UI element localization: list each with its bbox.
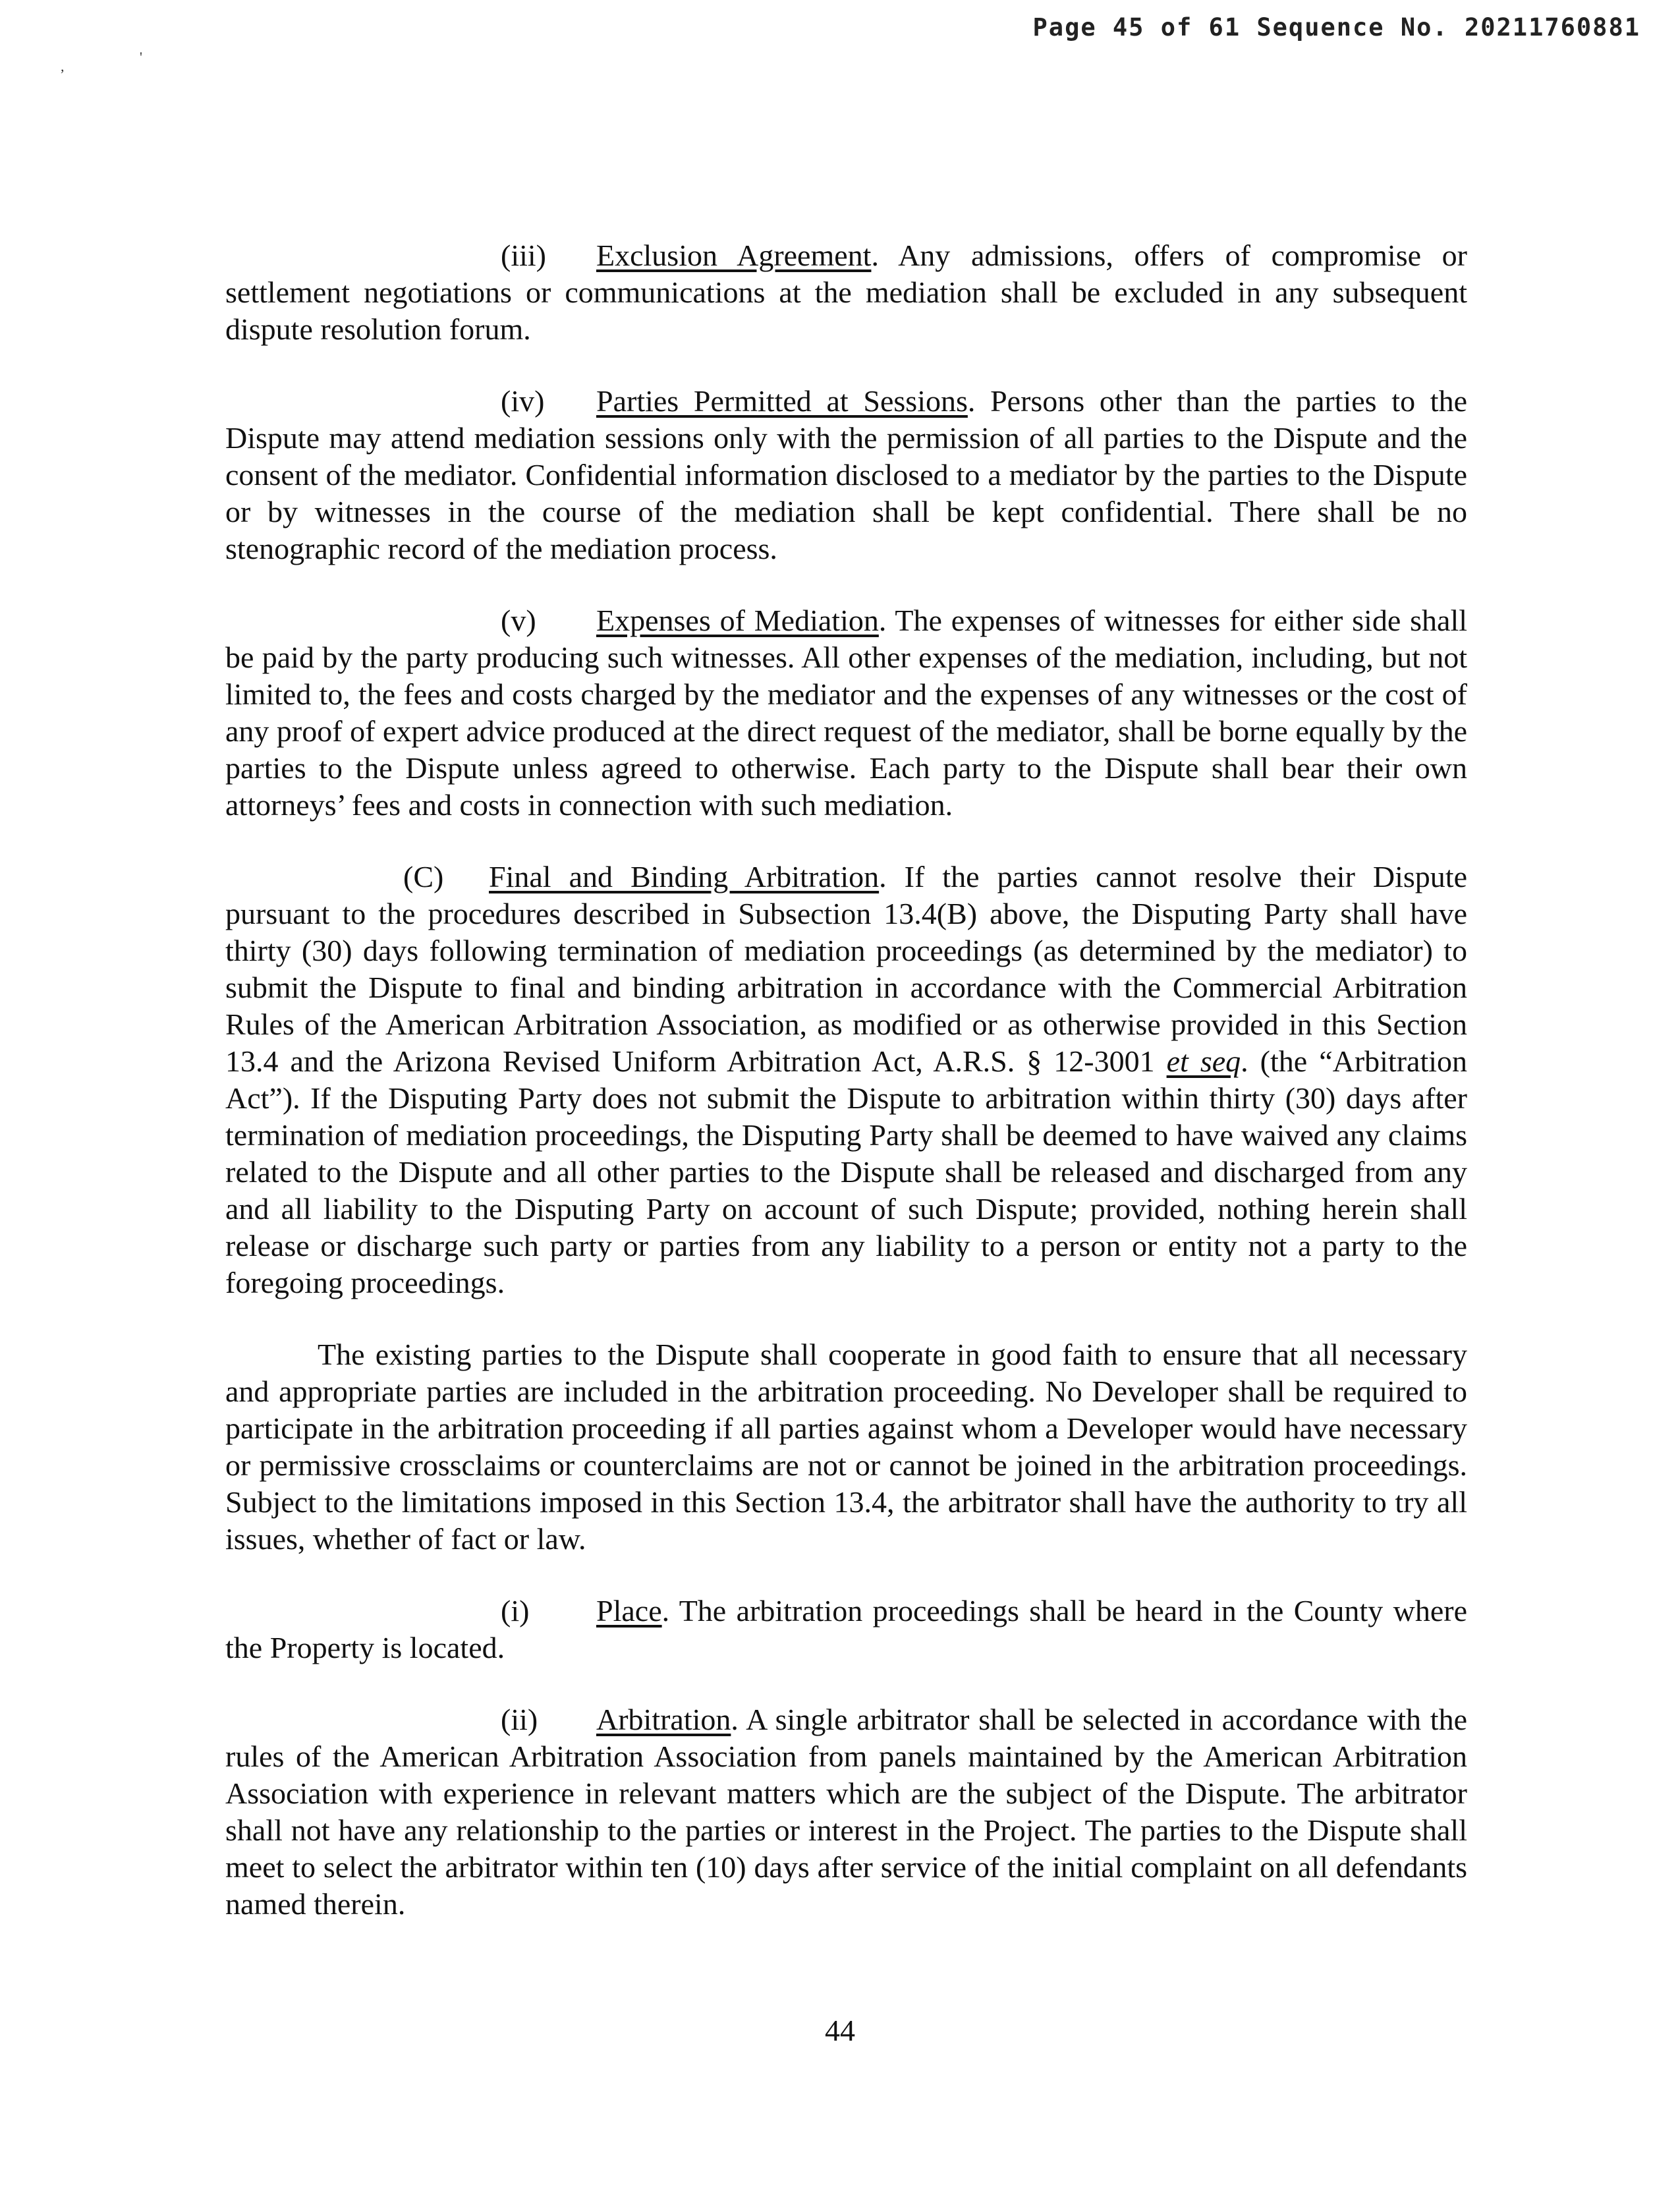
subsection-exclusion-agreement (225, 237, 1467, 348)
subsection-title: Arbitration (596, 1703, 731, 1736)
subsection-text: . The arbitration proceedings shall be heard in the County where the Property is located. (225, 1594, 1467, 1664)
body-paragraph-cooperation: The existing parties to the Dispute shall cooperate in good faith to ensure that all necessary and appropriate parties are included in the arbitration proceeding. No Developer shall be required to participate in the arbitration proceeding if all parties against whom a Developer would have necessary or permissive crossclaims or counterclaims are not or cannot be joined in the arbitration proceedings. Subject to the limitations imposed in this Section 13.4, the arbitrator shall have the authority to try all issues, whether of fact or law. (225, 1338, 1467, 1556)
subsection-parties-permitted (225, 383, 1467, 567)
subsection-text: . The expenses of witnesses for either side shall be paid by the party producing such witnesses. All other expenses of the mediation, including, but not limited to, the fees and costs charged by the mediator and the expenses of any witnesses or the cost of any proof of expert advice produced at the direct request of the mediator, shall be borne equally by the parties to the Dispute unless agreed to otherwise. Each party to the Dispute shall bear their own attorneys’ fees and costs in connection with such mediation. (225, 604, 1468, 822)
subsection-text: . A single arbitrator shall be selected in accordance with the rules of the American Arbitration Association from panels maintained by the American Arbitration Association with experience in relevant matters which are the subject of the Dispute. The arbitrator shall not have any relationship to the parties or interest in the Project. The parties to the Dispute shall meet to select the arbitrator within ten (10) days after service of the initial complaint on all defendants named therein. (225, 1703, 1467, 1921)
subsection-arbitration (225, 1701, 1467, 1923)
subsection-title: Expenses of Mediation (596, 604, 879, 637)
subsection-place (225, 1593, 1467, 1666)
subsection-expenses-of-mediation (225, 602, 1467, 824)
subsection-number: (iv) (501, 384, 545, 418)
subsection-text: . Any admissions, offers of compromise or settlement negotiations or communications at the mediation shall be excluded in any subsequent dispute resolution forum. (225, 239, 1467, 346)
document-body (225, 237, 1467, 1958)
subsection-text: . Persons other than the parties to the Dispute may attend mediation sessions only with the permission of all parties to the Dispute and the consent of the mediator. Confidential information disclosed to a mediator by the parties to the Dispute or by witnesses in the course of the mediation shall be kept confidential. There shall be no stenographic record of the mediation process. (225, 384, 1467, 565)
subsection-title: Exclusion Agreement (596, 239, 872, 272)
subsection-title: Place (596, 1594, 662, 1628)
subsection-title: Parties Permitted at Sessions (596, 384, 968, 418)
subsection-number: (v) (501, 604, 536, 637)
section-text-continued: . (the “Arbitration Act”). If the Disputing Party does not submit the Dispute to arbitration within thirty (30) days after termination of mediation proceedings, the Disputing Party shall be deemed to have waived any claims related to the Dispute and all other parties to the Dispute shall be released and discharged from any and all liability to the Disputing Party on account of such Dispute; provided, nothing herein shall release or discharge such party or parties from any liability to a person or entity not a party to the foregoing proceedings. (225, 1044, 1468, 1299)
section-text: . If the parties cannot resolve their Dispute pursuant to the procedures described in Subsection 13.4(B) above, the Disputing Party shall have thirty (30) days following termination of mediation proceedings (as determined by the mediator) to submit the Dispute to final and binding arbitration in accordance with the Commercial Arbitration Rules of the American Arbitration Association, as modified or as otherwise provided in this Section 13.4 and the Arizona Revised Uniform Arbitration Act, A.R.S. § 12-3001 (225, 860, 1468, 1078)
subsection-number: (i) (501, 1594, 530, 1628)
et-seq-citation: et seq (1166, 1044, 1241, 1078)
scan-artifact-mark: ' (140, 49, 142, 65)
page-number: 44 (825, 2014, 855, 2047)
page-sequence-stamp: Page 45 of 61 Sequence No. 20211760881 (1032, 13, 1640, 42)
subsection-number: (ii) (501, 1703, 538, 1736)
section-number: (C) (403, 860, 444, 893)
subsection-number: (iii) (501, 239, 546, 272)
section-title: Final and Binding Arbitration (489, 860, 880, 893)
scan-artifact-mark: , (61, 58, 65, 74)
section-final-binding-arbitration (225, 859, 1467, 1301)
